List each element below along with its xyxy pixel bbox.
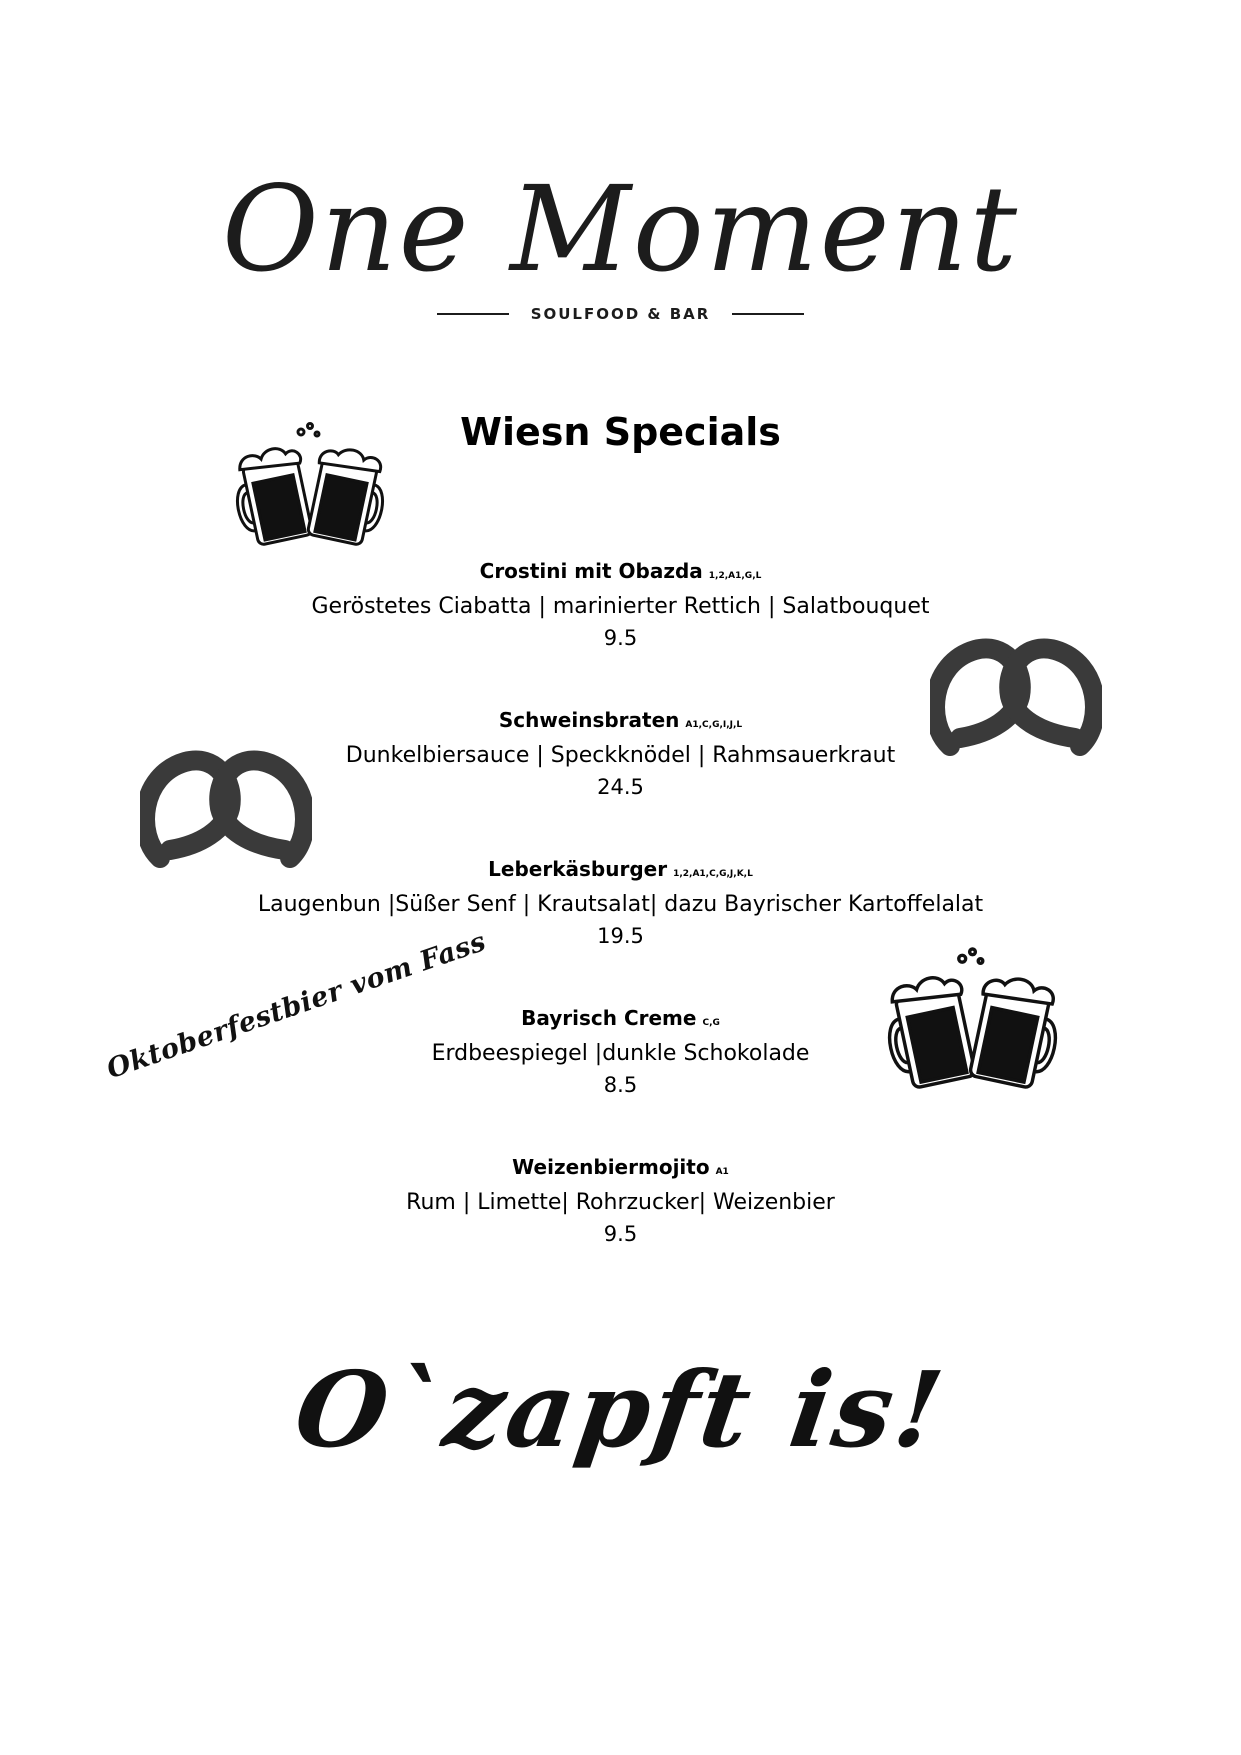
menu-item [0,556,1241,653]
brand-tagline: SOULFOOD & BAR [530,305,711,323]
item-allergens: A1 [715,1167,729,1177]
divider-left [437,313,509,315]
item-description: Geröstetes Ciabatta | marinierter Rettich | Salatbouquet [311,594,930,619]
menu-item [0,1152,1241,1249]
item-description: Dunkelbiersauce | Speckknödel | Rahmsauerkraut [345,743,896,768]
item-price: 24.5 [597,775,644,799]
item-description: Erdbeespiegel |dunkle Schokolade [431,1041,810,1066]
item-name: Crostini mit Obazda [479,559,703,583]
item-allergens: 1,2,A1,G,L [708,571,762,581]
footer-slogan: O`zapft is! [288,1348,953,1471]
item-price: 19.5 [597,924,644,948]
menu-list [0,556,1241,1301]
item-price: 8.5 [603,1073,638,1097]
item-description: Rum | Limette| Rohrzucker| Weizenbier [406,1190,835,1215]
page-title: Wiesn Specials [460,410,781,454]
beer-mugs-icon [225,420,395,560]
brand-tagline-row [0,305,1241,323]
item-price: 9.5 [603,626,638,650]
item-allergens: C,G [702,1018,720,1028]
item-name: Schweinsbraten [498,708,680,732]
item-name: Bayrisch Creme [521,1006,697,1030]
item-allergens: 1,2,A1,C,G,J,K,L [673,869,753,879]
item-description: Laugenbun |Süßer Senf | Krautsalat| dazu Bayrischer Kartoffelalat [257,892,984,917]
item-price: 9.5 [603,1222,638,1246]
menu-item [0,854,1241,951]
divider-right [732,313,804,315]
item-name: Weizenbiermojito [512,1155,710,1179]
item-allergens: A1,C,G,I,J,L [685,720,743,730]
side-note: Oktoberfestbier vom Fass [102,926,490,1086]
item-name: Leberkäsburger [488,857,668,881]
menu-item [0,705,1241,802]
brand-logo: One Moment [221,160,1020,298]
